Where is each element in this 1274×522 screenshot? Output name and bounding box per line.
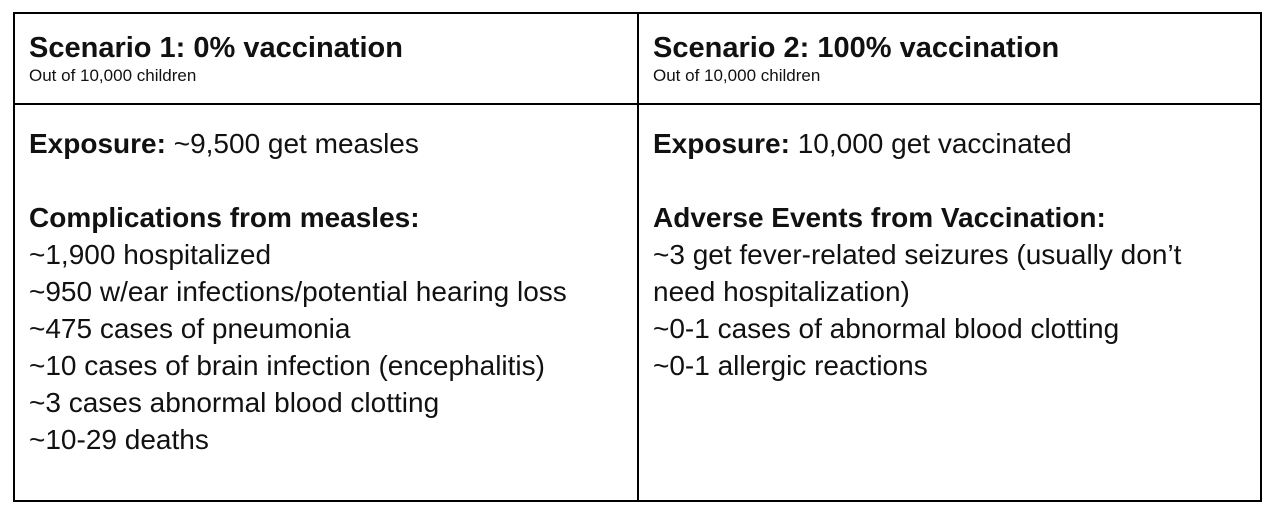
list-item: ~0-1 allergic reactions [653, 350, 928, 381]
list-item: ~3 get fever-related seizures (usually don’t need hospitalization) [653, 239, 1182, 307]
scenario1-title: Scenario 1: 0% vaccination [29, 32, 403, 64]
scenario2-exposure [653, 125, 1246, 162]
list-item: ~1,900 hospitalized [29, 239, 272, 270]
scenario1-header [15, 14, 639, 105]
scenario2-title: Scenario 2: 100% vaccination [653, 32, 1060, 64]
list-item: ~3 cases abnormal blood clotting [29, 387, 440, 418]
list-item: ~475 cases of pneumonia [29, 313, 351, 344]
scenario2-header [639, 14, 1260, 105]
scenario1-exposure-label: Exposure: [29, 128, 166, 159]
scenario1-section-title: Complications from measles: [29, 202, 420, 233]
comparison-table [13, 12, 1262, 502]
list-item: ~10 cases of brain infection (encephalitis) [29, 350, 545, 381]
scenario2-section-title: Adverse Events from Vaccination: [653, 202, 1106, 233]
scenario2-items [653, 236, 1246, 384]
scenario1-exposure [29, 125, 623, 162]
list-item: ~950 w/ear infections/potential hearing loss [29, 276, 567, 307]
scenario2-exposure-label: Exposure: [653, 128, 790, 159]
scenario2-subtitle: Out of 10,000 children [653, 66, 821, 85]
list-item: ~10-29 deaths [29, 424, 209, 455]
scenario1-items [29, 236, 623, 458]
scenario1-subtitle: Out of 10,000 children [29, 66, 197, 85]
scenario1-exposure-value: ~9,500 get measles [165, 128, 419, 159]
list-item: ~0-1 cases of abnormal blood clotting [653, 313, 1120, 344]
scenario2-body [639, 105, 1260, 500]
scenario2-exposure-value: 10,000 get vaccinated [789, 128, 1072, 159]
scenario1-body [15, 105, 639, 500]
